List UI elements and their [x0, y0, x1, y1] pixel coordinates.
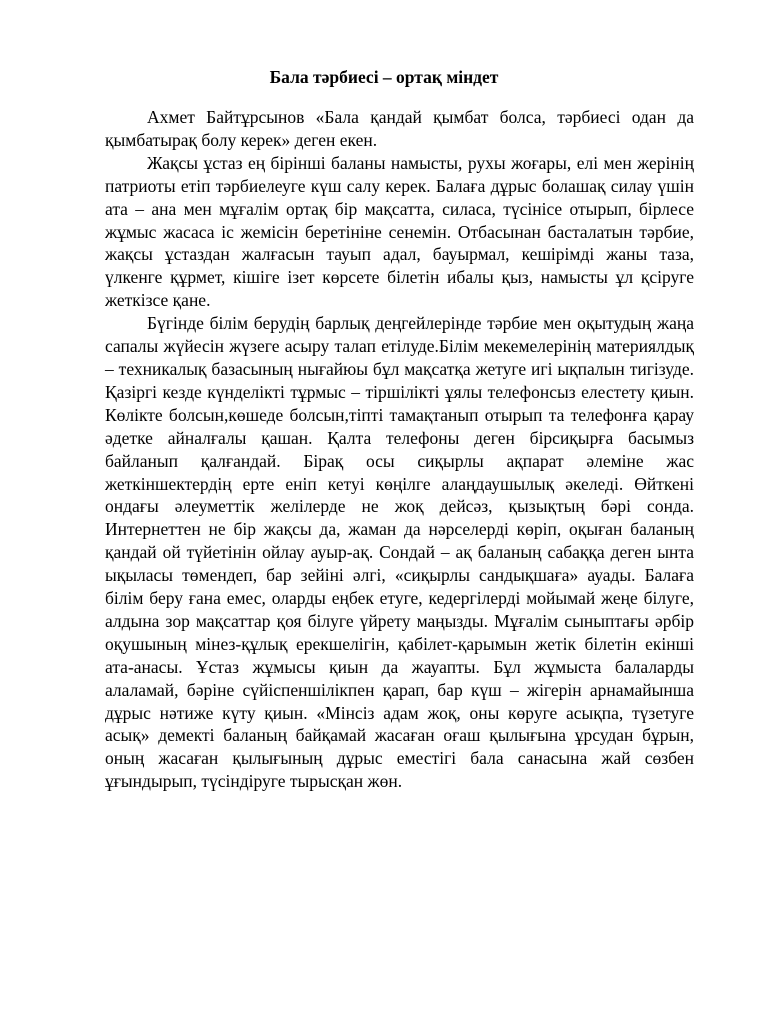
- document-title: Бала тәрбиесі – ортақ міндет: [269, 67, 499, 87]
- paragraph-modern-education: Бүгінде білім берудің барлық деңгейлерінде тәрбие мен оқытудың жаңа сапалы жүйесін жүзеге асыру талап етілуде.Білім мекемелерінің материялдық – техникалық базасының нығайюы бұл мақсатқа жетуге игі ықпалын тигізуде. Қазіргі кезде күнделікті тұрмыс – тіршілікті ұялы телефонсыз елестету қиын. Көлікте болсын,көшеде болсын,тіпті тамақтанып отырып та телефонға қарау әдетке айналғалы қашан. Қалта телефоны деген бірсиқырға басымыз байланып қалғандай. Бірақ осы сиқырлы ақпарат әлеміне жас жеткіншектердің ерте еніп кетуі көңілге алаңдаушылық әкеледі. Өйткені ондағы әлеуметтік желілерде не жоқ дейсәз, қызықтың бәрі сонда. Интернеттен не бір жақсы да, жаман да нәрселерді көріп, оқыған баланың қандай ой түйетінін ойлау ауыр-ақ. Сондай – ақ баланың сабаққа деген ынта ықыласы төмендеп, бар зейіні әлгі, «сиқырлы сандықшаға» ауады. Балаға білім беру ғана емес, оларды еңбек етуге, кедергілерді мойымай жеңе білуге, алдына зор мақсаттар қоя білуге үйрету маңызды. Мұғалім сыныптағы әрбір оқушының мінез-құлық ерекшелігін, қабілет-қарымын жетік білетін екінші ата-анасы. Ұстаз жұмысы қиын да жауапты. Бұл жұмыста балаларды алаламай, бәріне сүйіспеншілікпен қарап, бар күш – жігерін арнамайынша дұрыс нәтиже күту қиын. «Мінсіз адам жоқ, оны көруге асықпа, түзетуге асық» демекті баланың байқамай жасаған оғаш қылығына ұрсудан бұрын, оның жасаған қылығының дұрыс еместігі бала санасына жай сөзбен ұғындырып, түсіндіруге тырысқан жөн.: [105, 313, 694, 792]
- document-body: [105, 106, 694, 793]
- paragraph-teacher-role: Жақсы ұстаз ең бірінші баланы намысты, рухы жоғары, елі мен жерінің патриоты етіп тәрбиелеуге күш салу керек. Балаға дұрыс болашақ силау үшін ата – ана мен мұғалім ортақ бір мақсатта, силаса, түсінісе отырып, бірлесе жұмыс жасаса іс жемісін беретініне сенемін. Отбасынан басталатын тәрбие, жақсы ұстаздан жалғасын тауып адал, бауырмал, кешірімді жаны таза, үлкенге құрмет, кішіге ізет көрсете білетін ибалы қыз, намысты ұл қсіруге жеткізсе қане.: [105, 152, 694, 311]
- paragraph-quote: Ахмет Байтұрсынов «Бала қандай қымбат болса, тәрбиесі одан да қымбатырақ болу керек» деген екен.: [105, 107, 694, 150]
